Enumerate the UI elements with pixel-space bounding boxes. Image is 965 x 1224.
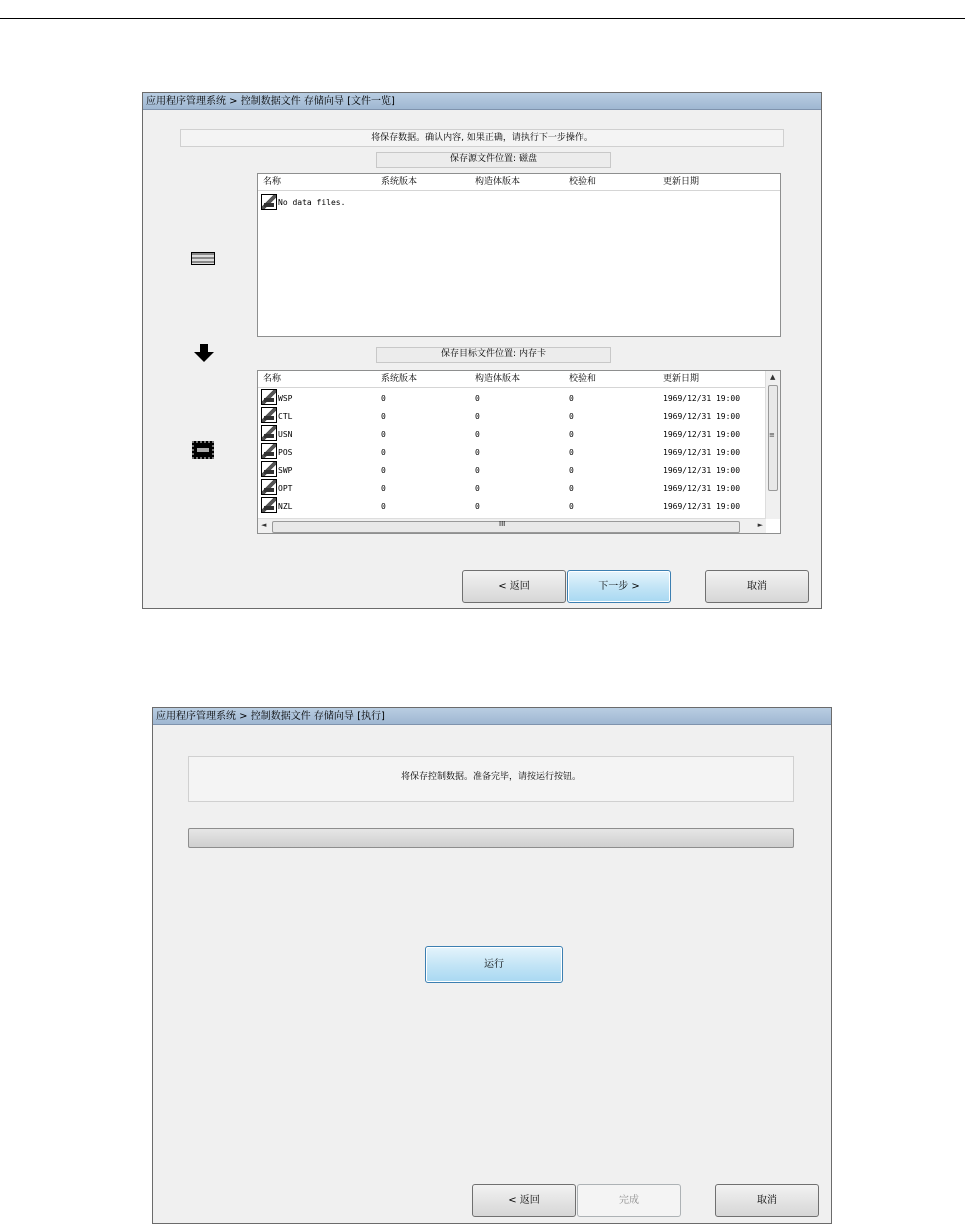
vertical-scrollbar[interactable]	[765, 371, 780, 519]
checksum: 0	[569, 412, 574, 421]
system-version: 0	[381, 394, 386, 403]
structure-version: 0	[475, 502, 480, 511]
instruction-message	[180, 129, 784, 147]
column-structure-version[interactable]: 构造体版本	[475, 374, 521, 384]
cancel-button[interactable]: 取消	[705, 570, 809, 603]
column-system-version[interactable]: 系统版本	[381, 177, 418, 187]
system-version: 0	[381, 466, 386, 475]
file-name: CTL	[278, 412, 293, 421]
save-progress-bar	[188, 828, 794, 848]
system-version: 0	[381, 448, 386, 457]
destination-location-label: 保存目标文件位置: 内存卡	[376, 347, 611, 363]
table-row[interactable]	[258, 478, 780, 496]
system-version: 0	[381, 430, 386, 439]
scroll-left-icon[interactable]: ◄	[261, 521, 267, 529]
destination-file-list[interactable]	[257, 370, 781, 534]
file-icon	[261, 389, 277, 405]
file-icon	[261, 425, 277, 441]
structure-version: 0	[475, 484, 480, 493]
update-date: 1969/12/31 19:00	[663, 502, 741, 511]
source-location-label: 保存源文件位置: 磁盘	[376, 152, 611, 168]
structure-version: 0	[475, 394, 480, 403]
file-icon	[261, 194, 277, 210]
system-version: 0	[381, 502, 386, 511]
column-update-date[interactable]: 更新日期	[663, 374, 700, 384]
down-arrow-icon	[194, 344, 214, 362]
file-icon	[261, 497, 277, 513]
horizontal-scroll-thumb[interactable]	[272, 521, 740, 533]
checksum: 0	[569, 502, 574, 511]
column-system-version[interactable]: 系统版本	[381, 374, 418, 384]
column-checksum[interactable]: 校验和	[569, 177, 597, 187]
table-row[interactable]	[258, 388, 780, 406]
destination-list-header	[258, 371, 766, 388]
update-date: 1969/12/31 19:00	[663, 412, 741, 421]
cancel-button[interactable]: 取消	[715, 1184, 819, 1217]
list-item[interactable]	[258, 193, 780, 211]
checksum: 0	[569, 484, 574, 493]
update-date: 1969/12/31 19:00	[663, 466, 741, 475]
disk-icon	[191, 252, 215, 265]
update-date: 1969/12/31 19:00	[663, 430, 741, 439]
table-row[interactable]	[258, 460, 780, 478]
execute-wizard-window	[152, 707, 832, 1224]
file-name: WSP	[278, 394, 293, 403]
scroll-up-icon[interactable]: ▲	[770, 373, 776, 381]
file-name: No data files.	[278, 198, 346, 207]
column-update-date[interactable]: 更新日期	[663, 177, 700, 187]
file-name: NZL	[278, 502, 293, 511]
instruction-text: 将保存控制数据。准备完毕，请按运行按钮。	[400, 772, 581, 782]
page-header-rule	[0, 18, 965, 19]
file-icon	[261, 479, 277, 495]
run-button[interactable]: 运行	[425, 946, 563, 983]
scroll-grip-icon: ≡	[769, 431, 775, 439]
scroll-thumb-grip: III	[499, 520, 506, 528]
source-list-header	[258, 174, 780, 191]
system-version: 0	[381, 484, 386, 493]
column-structure-version[interactable]: 构造体版本	[475, 177, 521, 187]
update-date: 1969/12/31 19:00	[663, 394, 741, 403]
column-checksum[interactable]: 校验和	[569, 374, 597, 384]
window-title: 应用程序管理系统 > 控制数据文件 存储向导 [文件一览]	[143, 93, 821, 110]
update-date: 1969/12/31 19:00	[663, 484, 741, 493]
window-title: 应用程序管理系统 > 控制数据文件 存储向导 [执行]	[153, 708, 831, 725]
checksum: 0	[569, 448, 574, 457]
column-name[interactable]: 名称	[263, 177, 282, 187]
structure-version: 0	[475, 448, 480, 457]
column-name[interactable]: 名称	[263, 374, 282, 384]
file-icon	[261, 461, 277, 477]
back-button[interactable]: < 返回	[462, 570, 566, 603]
file-name: POS	[278, 448, 293, 457]
structure-version: 0	[475, 466, 480, 475]
file-icon	[261, 443, 277, 459]
source-file-list[interactable]	[257, 173, 781, 337]
checksum: 0	[569, 430, 574, 439]
structure-version: 0	[475, 430, 480, 439]
instruction-message	[188, 756, 794, 802]
update-date: 1969/12/31 19:00	[663, 448, 741, 457]
file-icon	[261, 407, 277, 423]
table-row[interactable]	[258, 442, 780, 460]
instruction-text: 将保存数据。确认内容, 如果正确，请执行下一步操作。	[371, 133, 593, 143]
next-button[interactable]: 下一步 >	[567, 570, 671, 603]
table-row[interactable]	[258, 496, 780, 514]
table-row[interactable]	[258, 424, 780, 442]
checksum: 0	[569, 466, 574, 475]
checksum: 0	[569, 394, 574, 403]
file-list-wizard-window	[142, 92, 822, 609]
memory-card-icon	[192, 441, 214, 459]
file-name: OPT	[278, 484, 293, 493]
structure-version: 0	[475, 412, 480, 421]
file-name: SWP	[278, 466, 293, 475]
finish-button[interactable]: 完成	[577, 1184, 681, 1217]
file-name: USN	[278, 430, 293, 439]
system-version: 0	[381, 412, 386, 421]
table-row[interactable]	[258, 406, 780, 424]
back-button[interactable]: < 返回	[472, 1184, 576, 1217]
horizontal-scrollbar[interactable]	[258, 518, 766, 533]
scroll-right-icon[interactable]: ►	[757, 521, 763, 529]
